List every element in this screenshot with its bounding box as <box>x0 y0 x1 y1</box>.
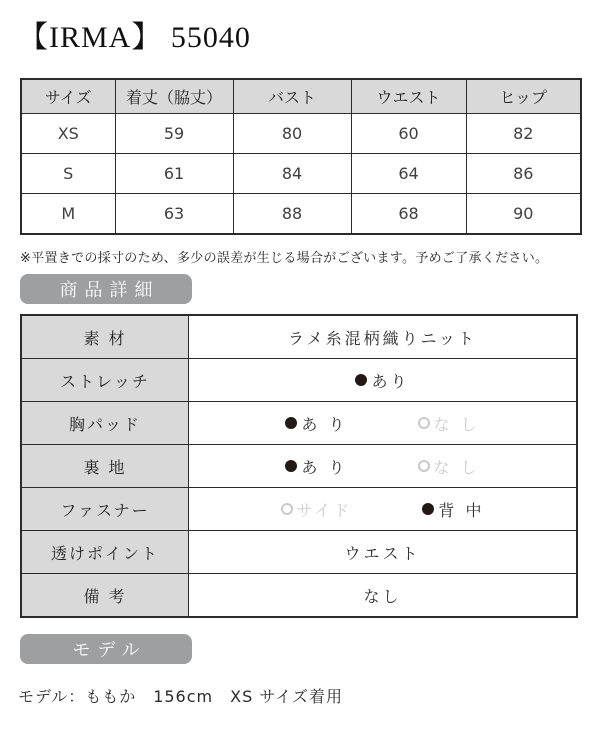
value-cell: 82 <box>466 114 581 154</box>
option-label: な し <box>433 414 480 434</box>
option-group <box>189 498 576 521</box>
size-cell: S <box>21 154 115 194</box>
detail-value: ラメ糸混柄織りニット <box>189 315 578 359</box>
detail-label: 裏 地 <box>21 445 189 488</box>
detail-label: 透けポイント <box>21 531 189 574</box>
value-cell: 86 <box>466 154 581 194</box>
option-ari-selected <box>285 412 347 435</box>
size-table-header-row <box>21 79 581 114</box>
col-header-length: 着丈（脇丈） <box>115 79 233 114</box>
col-header-waist: ウエスト <box>351 79 466 114</box>
detail-row-fastener <box>21 488 577 531</box>
option-side-unselected <box>281 498 353 521</box>
detail-label: ファスナー <box>21 488 189 531</box>
size-row-m <box>21 194 581 235</box>
product-spec-sheet <box>0 20 600 707</box>
filled-circle-icon <box>285 417 297 429</box>
option-ari-selected <box>285 455 347 478</box>
value-cell: 88 <box>233 194 351 235</box>
option-group <box>189 412 576 435</box>
col-header-hip: ヒップ <box>466 79 581 114</box>
detail-label: 胸パッド <box>21 402 189 445</box>
size-cell: XS <box>21 114 115 154</box>
option-label: 背 中 <box>438 500 485 520</box>
size-row-xs <box>21 114 581 154</box>
model-info: モデル：ももか 156cm XS サイズ着用 <box>18 687 344 706</box>
detail-label: 素 材 <box>21 315 189 359</box>
detail-label: ストレッチ <box>21 359 189 402</box>
detail-row-material <box>21 315 577 359</box>
value-cell: 68 <box>351 194 466 235</box>
option-label: な し <box>433 457 480 477</box>
section-heading-label: 商品詳細 <box>59 280 160 301</box>
product-details-table <box>20 314 578 618</box>
col-header-size: サイズ <box>21 79 115 114</box>
detail-row-sheer-point <box>21 531 577 574</box>
option-label: あ り <box>301 457 348 477</box>
section-badge-product-details <box>20 274 192 304</box>
measurement-notice: ※平置きでの採寸のため、多少の誤差が生じる場合がございます。予めご了承ください。 <box>20 251 549 266</box>
filled-circle-icon <box>422 503 434 515</box>
detail-value: ウエスト <box>189 531 578 574</box>
size-row-s <box>21 154 581 194</box>
filled-circle-icon <box>355 374 367 386</box>
option-back-selected <box>422 498 484 521</box>
empty-circle-icon <box>281 503 293 515</box>
value-cell: 64 <box>351 154 466 194</box>
detail-label: 備 考 <box>21 574 189 618</box>
value-cell: 60 <box>351 114 466 154</box>
detail-row-chest-pad <box>21 402 577 445</box>
detail-row-remarks <box>21 574 577 618</box>
option-group <box>189 455 576 478</box>
option-nashi-unselected <box>418 455 480 478</box>
value-cell: 90 <box>466 194 581 235</box>
detail-value: なし <box>189 574 578 618</box>
filled-circle-icon <box>285 460 297 472</box>
size-table <box>20 78 582 235</box>
value-cell: 61 <box>115 154 233 194</box>
value-cell: 80 <box>233 114 351 154</box>
option-label: あ り <box>301 414 348 434</box>
page-title: 【IRMA】 55040 <box>18 21 251 54</box>
value-cell: 63 <box>115 194 233 235</box>
section-badge-model <box>20 634 192 664</box>
value-cell: 84 <box>233 154 351 194</box>
size-cell: M <box>21 194 115 235</box>
empty-circle-icon <box>418 460 430 472</box>
option-label: あり <box>371 371 410 391</box>
option-nashi-unselected <box>418 412 480 435</box>
detail-row-stretch <box>21 359 577 402</box>
value-cell: 59 <box>115 114 233 154</box>
empty-circle-icon <box>418 417 430 429</box>
option-group <box>189 369 576 392</box>
section-heading-label: モデル <box>72 640 147 661</box>
detail-row-lining <box>21 445 577 488</box>
option-ari-selected <box>355 369 409 392</box>
col-header-bust: バスト <box>233 79 351 114</box>
option-label: サイド <box>296 500 353 520</box>
